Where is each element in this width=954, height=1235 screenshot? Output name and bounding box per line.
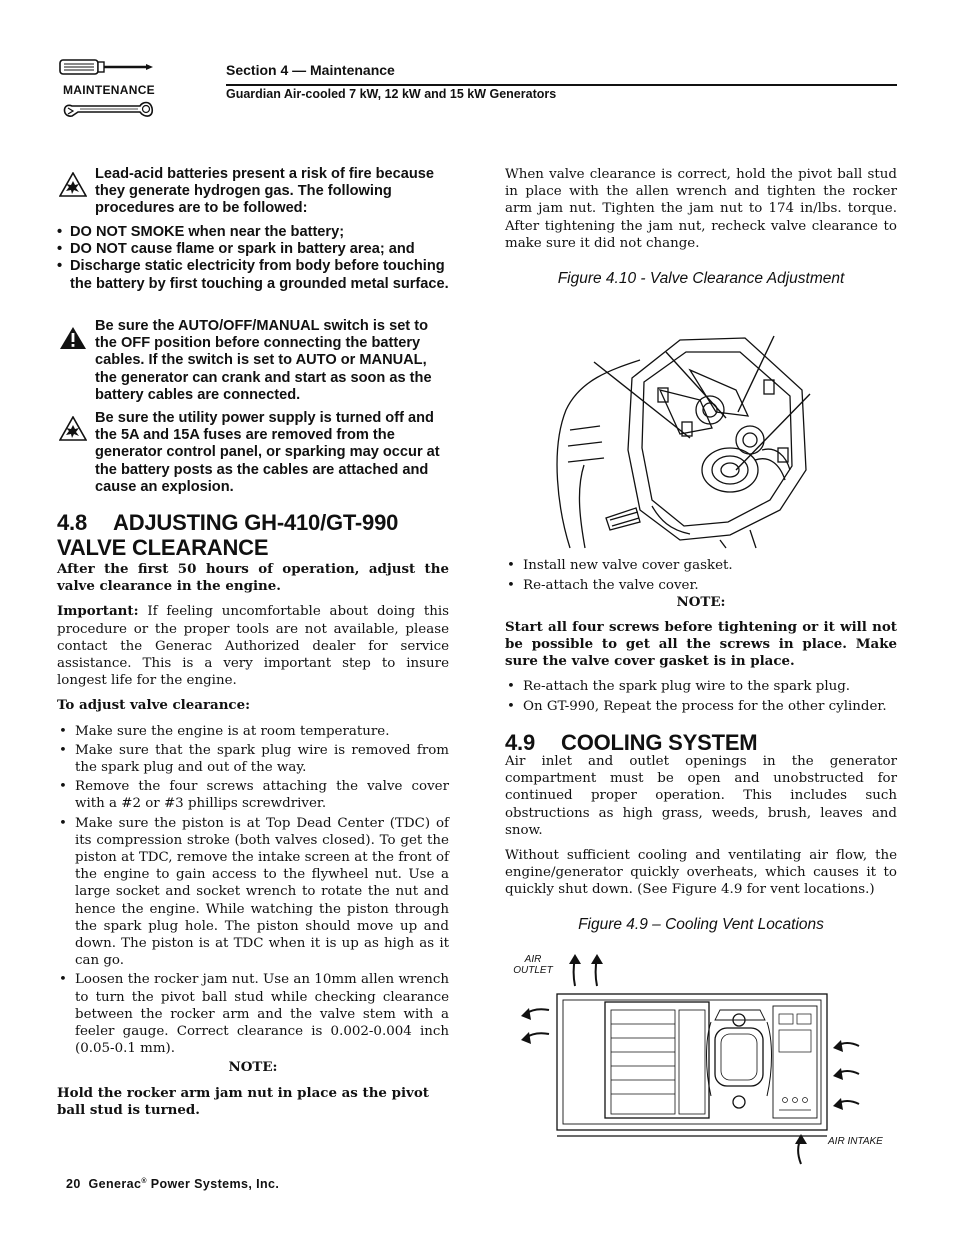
adjust-steps-list bbox=[57, 723, 449, 1058]
registered-mark: ® bbox=[141, 1177, 147, 1185]
section-4-8-heading bbox=[57, 510, 457, 560]
section-4-9-body bbox=[505, 753, 897, 899]
explosion-warning-icon bbox=[59, 416, 87, 441]
right-column-steps bbox=[505, 557, 897, 716]
note2-text: Start all four screws before tightening or it will not be possible to get all the screws in place. Make sure the valve cover gasket is in place. bbox=[505, 618, 897, 670]
list-item: • Make sure that the spark plug wire is removed from the spark plug and out of the way. bbox=[57, 742, 449, 776]
section-number: 4.8 bbox=[57, 510, 87, 535]
battery-safety-list bbox=[57, 224, 449, 293]
list-item: • Re-attach the valve cover. bbox=[505, 577, 897, 594]
gasket-steps-list bbox=[505, 557, 897, 594]
header-subtitle: Guardian Air-cooled 7 kW, 12 kW and 15 kW Generators bbox=[226, 87, 557, 101]
valve-correct-paragraph: When valve clearance is correct, hold the pivot ball stud in place with the allen wrench and tighten the rocker arm jam nut. Tighten the jam nut to 174 in/lbs. torque. After tightening the jam nut, recheck valve clearance to make sure it did not change. bbox=[505, 167, 897, 251]
important-label: Important: bbox=[57, 603, 139, 620]
footer-company: Generac bbox=[88, 1177, 142, 1191]
valve-clearance-figure bbox=[540, 330, 816, 550]
to-adjust-label: To adjust valve clearance: bbox=[57, 697, 251, 714]
page-number: 20 bbox=[66, 1177, 81, 1191]
figure-4-9-caption: Figure 4.9 – Cooling Vent Locations bbox=[578, 916, 824, 933]
warning-switch bbox=[57, 318, 449, 404]
list-item: • DO NOT SMOKE when near the battery; bbox=[57, 224, 449, 241]
footer-company-rest: Power Systems, Inc. bbox=[146, 1177, 280, 1191]
header-divider bbox=[226, 84, 897, 86]
final-steps-list bbox=[505, 678, 897, 715]
air-intake-label: AIR INTAKE bbox=[828, 1136, 883, 1147]
warning-switch-text: Be sure the AUTO/OFF/MANUAL switch is set to the OFF position before connecting the battery cables. If the switch is set to AUTO or MANUAL, the generator can crank and start as soon as the battery cables are connected. bbox=[95, 318, 432, 403]
maintenance-logo-label: MAINTENANCE bbox=[63, 83, 155, 97]
page-footer bbox=[66, 1177, 279, 1191]
section-4-8-body bbox=[57, 561, 449, 1119]
right-column-top bbox=[505, 166, 897, 252]
note-label: NOTE: bbox=[228, 1059, 278, 1076]
list-item: • Loosen the rocker jam nut. Use an 10mm allen wrench to turn the pivot ball stud while checking clearance between the rocker arm and the valve stem with a feeler gauge. Correct clearance is 0.002-0.004 inch (0.05-0.1 mm). bbox=[57, 971, 449, 1057]
list-item: • DO NOT cause flame or spark in battery area; and bbox=[57, 241, 449, 258]
important-text: If feeling uncomfortable about doing this procedure or the proper tools are not available, please contact the Generac Authorized dealer for service assistance. This is a very important step to insure longest life for the engine. bbox=[57, 604, 450, 689]
air-outlet-label: AIR OUTLET bbox=[513, 954, 553, 976]
figure-4-10-caption: Figure 4.10 - Valve Clearance Adjustment bbox=[557, 270, 845, 287]
note2-label: NOTE: bbox=[676, 594, 726, 611]
section-header: Section 4 — Maintenance bbox=[226, 62, 395, 78]
intro-bold: After the first 50 hours of operation, adjust the valve clearance in the engine. bbox=[57, 561, 449, 595]
list-item: • Install new valve cover gasket. bbox=[505, 557, 897, 574]
list-item: • On GT-990, Repeat the process for the other cylinder. bbox=[505, 698, 897, 715]
section-number: 4.9 bbox=[505, 730, 535, 755]
section-title: ADJUSTING GH-410/GT-990 VALVE CLEARANCE bbox=[57, 510, 399, 560]
warning-hydrogen bbox=[57, 166, 449, 218]
warning-utility-text: Be sure the utility power supply is turned off and the 5A and 15A fuses are removed from the generator control panel, or sparking may occur at the battery posts as the cables are attached and cause an explosion. bbox=[95, 410, 440, 495]
list-item: • Make sure the engine is at room temperature. bbox=[57, 723, 449, 740]
note-text: Hold the rocker arm jam nut in place as the pivot ball stud is turned. bbox=[57, 1084, 429, 1118]
warning-hydrogen-text: Lead-acid batteries present a risk of fire because they generate hydrogen gas. The following procedures are to be followed: bbox=[95, 166, 435, 217]
list-item: • Remove the four screws attaching the valve cover with a #2 or #3 phillips screwdriver. bbox=[57, 778, 449, 812]
list-item: • Discharge static electricity from body before touching the battery by first touching a grounded metal surface. bbox=[57, 258, 449, 292]
cooling-paragraph-1: Air inlet and outlet openings in the generator compartment must be open and unobstructed for continued proper operation. This includes such obstructions as high grass, weeds, brush, leaves and snow. bbox=[505, 754, 897, 838]
section-4-9-heading bbox=[505, 730, 897, 755]
list-item: • Make sure the piston is at Top Dead Center (TDC) of its compression stroke (both valves closed). To get the piston at TDC, remove the intake screen at the front of the engine to gain access to the flywheel nut. Use a large socket and socket wrench to rotate the nut and hence the engine. While watching the piston through the spark plug hole. The piston should move up and down. The piston is at TDC when it is up as high as it can go. bbox=[57, 815, 449, 970]
explosion-warning-icon bbox=[59, 172, 87, 197]
section-title: COOLING SYSTEM bbox=[561, 730, 758, 755]
important-paragraph bbox=[57, 603, 449, 689]
warning-utility bbox=[57, 410, 449, 496]
cooling-paragraph-2: Without sufficient cooling and ventilating air flow, the engine/generator quickly overheats, which causes it to quickly shut down. (See Figure 4.9 for vent locations.) bbox=[505, 848, 897, 898]
list-item: • Re-attach the spark plug wire to the spark plug. bbox=[505, 678, 897, 695]
cooling-vent-figure bbox=[515, 950, 875, 1170]
caution-triangle-icon bbox=[59, 326, 87, 350]
